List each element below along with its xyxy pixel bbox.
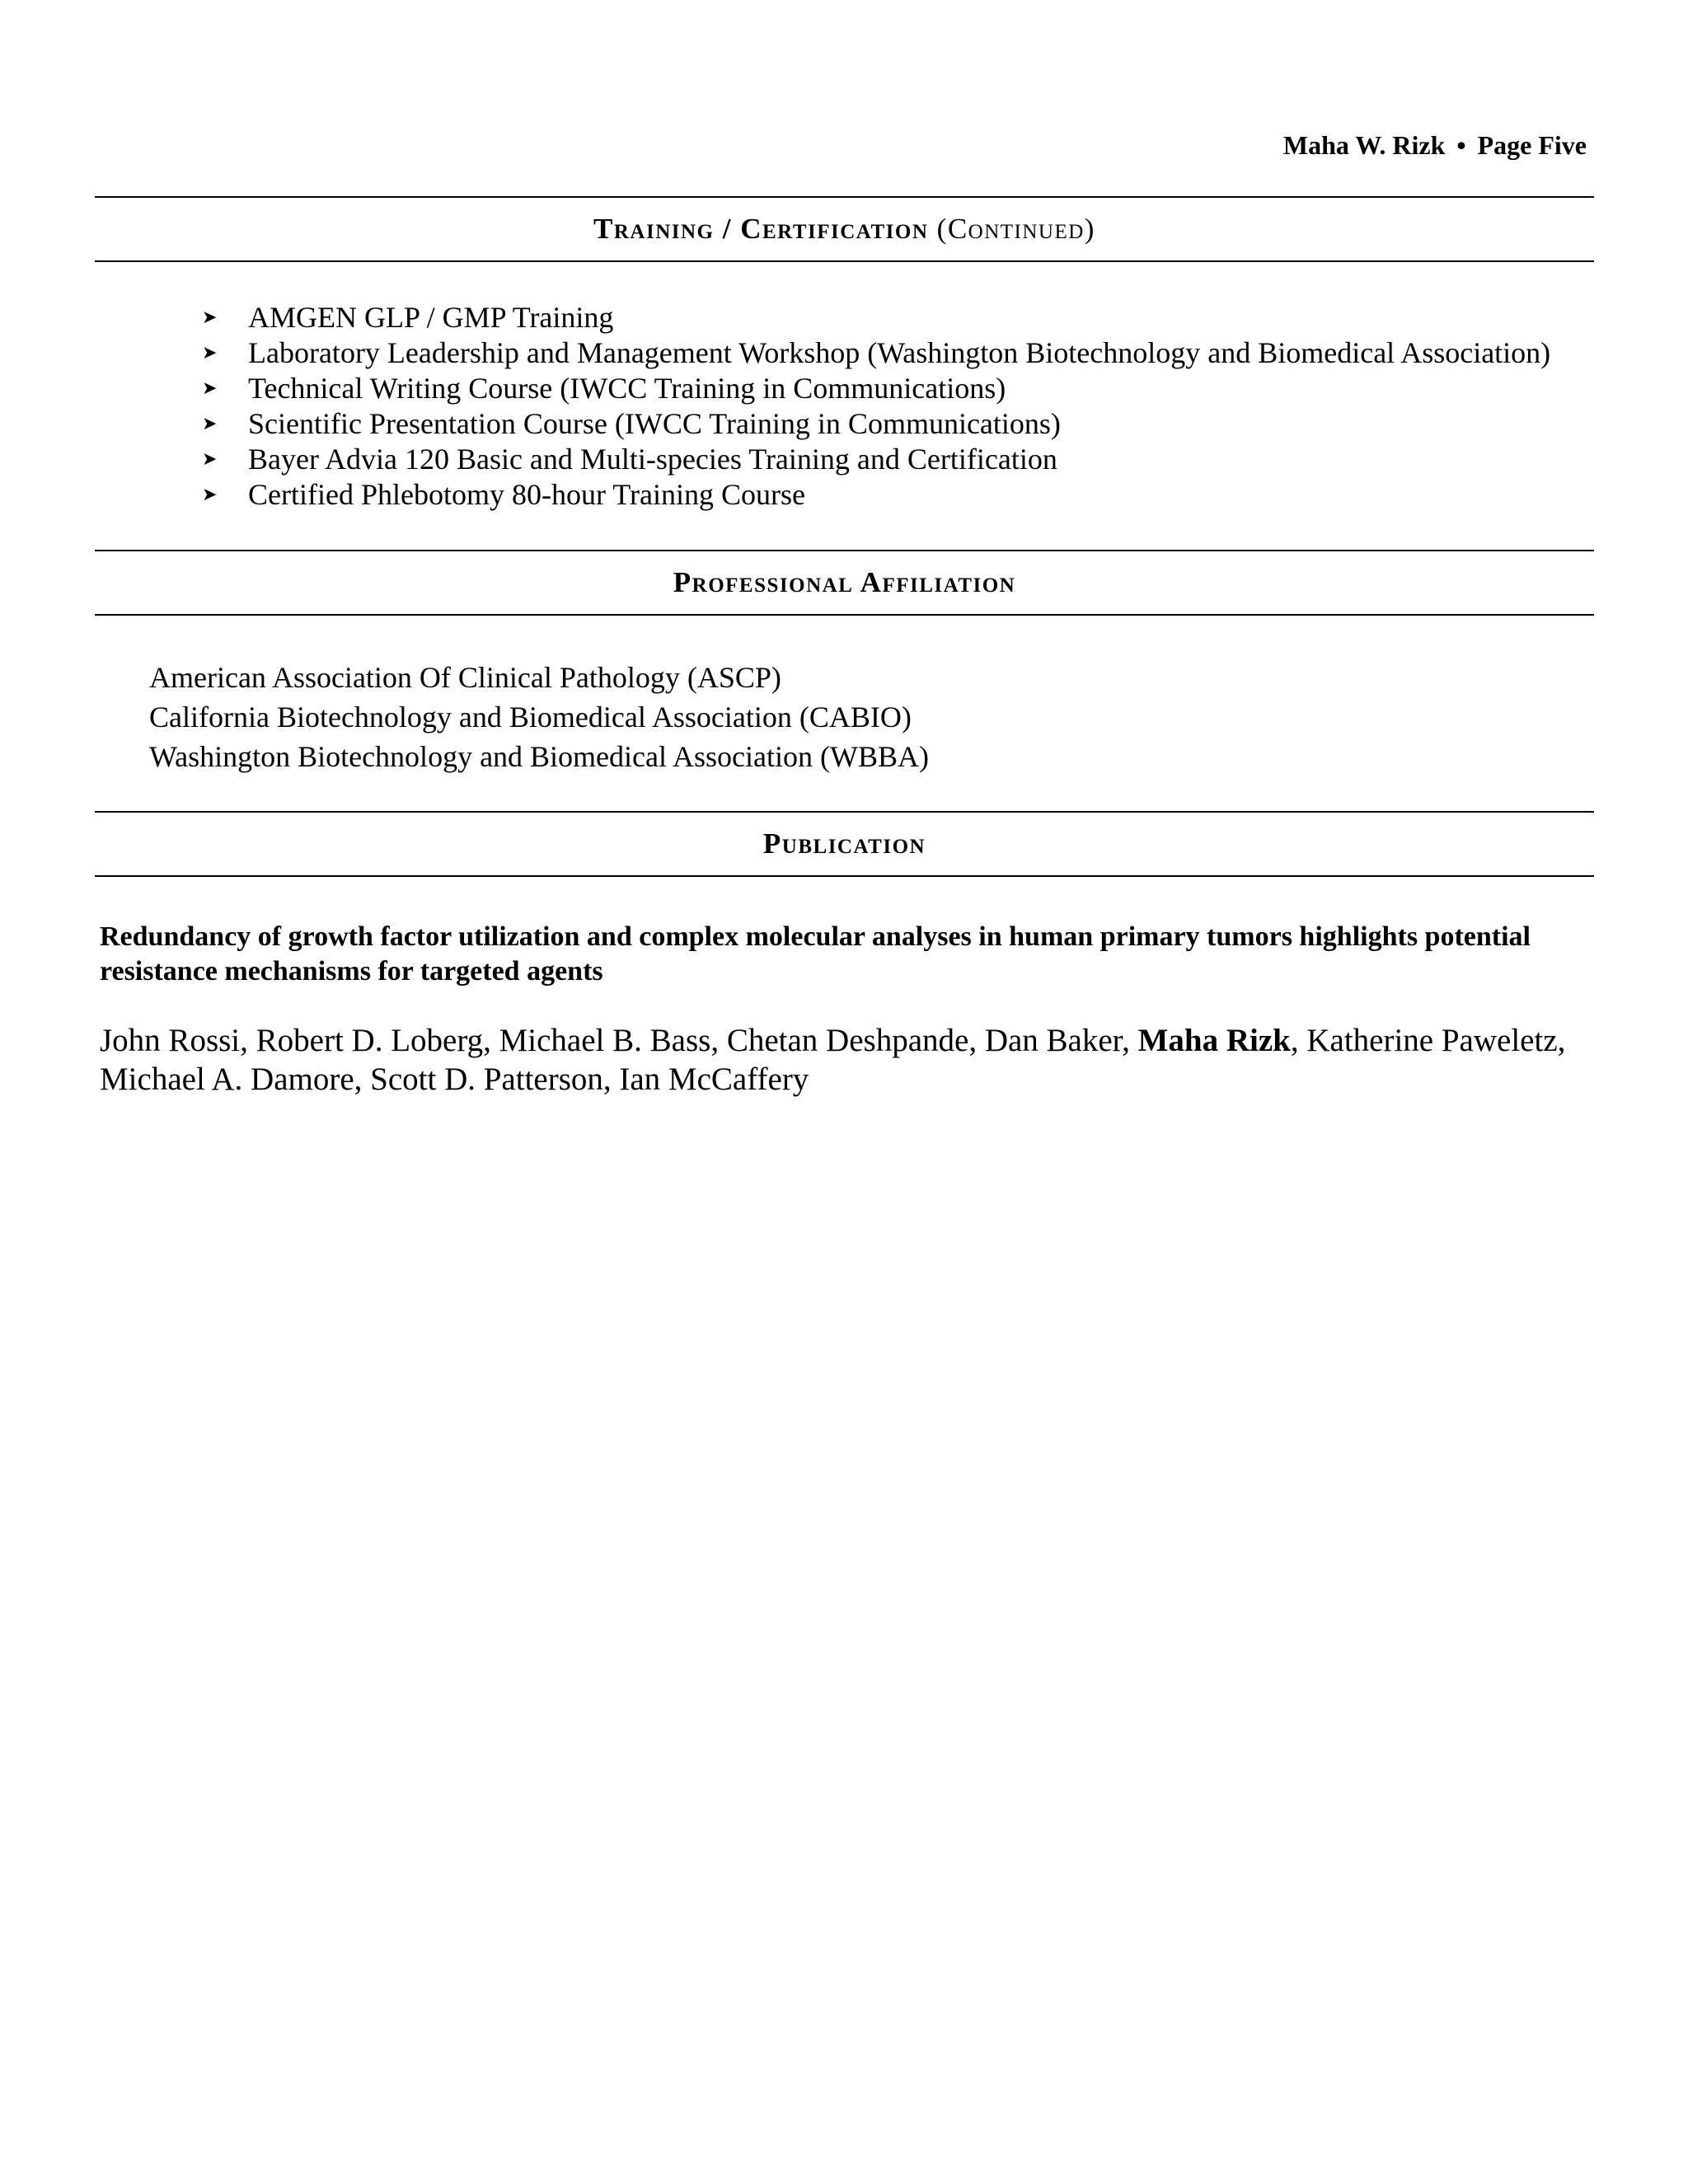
training-section-heading	[95, 196, 1594, 262]
list-item	[202, 442, 1550, 477]
list-item	[202, 300, 1550, 335]
arrowhead-right-icon: ➤	[202, 378, 218, 399]
list-item	[202, 477, 1550, 513]
training-item-text: Certified Phlebotomy 80-hour Training Course	[248, 478, 805, 511]
affiliation-heading-text: Professional Affiliation	[673, 566, 1016, 598]
affiliation-list	[149, 658, 929, 776]
authors-before: John Rossi, Robert D. Loberg, Michael B. Bass, Chetan Deshpande, Dan Baker,	[100, 1023, 1138, 1058]
affiliation-section-heading	[95, 550, 1594, 616]
publication-authors	[100, 1021, 1583, 1099]
arrowhead-right-icon: ➤	[202, 343, 218, 363]
header-page-label: Page Five	[1477, 130, 1587, 160]
list-item	[202, 335, 1550, 371]
header-name: Maha W. Rizk	[1282, 130, 1446, 160]
list-item	[202, 406, 1550, 442]
arrowhead-right-icon: ➤	[202, 414, 218, 434]
training-item-text: AMGEN GLP / GMP Training	[248, 301, 614, 334]
list-item: California Biotechnology and Biomedical Association (CABIO)	[149, 701, 912, 733]
training-heading-suffix: (Continued)	[936, 213, 1095, 245]
authors-highlight: Maha Rizk	[1137, 1023, 1291, 1058]
publication-section-heading	[95, 811, 1594, 877]
header-separator: •	[1456, 130, 1466, 160]
arrowhead-right-icon: ➤	[202, 485, 218, 505]
training-item-text: Laboratory Leadership and Management Workshop (Washington Biotechnology and Biomedical Association)	[248, 336, 1551, 369]
authors-after: , Katherine Paweletz, Michael A. Damore, Scott D. Patterson, Ian McCaffery	[100, 1023, 1566, 1097]
training-heading-text: Training / Certification	[593, 213, 929, 245]
list-item: American Association Of Clinical Pathology (ASCP)	[149, 661, 781, 694]
training-item-text: Bayer Advia 120 Basic and Multi-species Training and Certification	[248, 443, 1057, 476]
arrowhead-right-icon: ➤	[202, 449, 218, 470]
publication-heading-text: Publication	[762, 827, 926, 860]
training-list	[202, 300, 1550, 513]
publication-title: Redundancy of growth factor utilization and complex molecular analyses in human primary tumors highlights potential resistance mechanisms for targeted agents	[100, 921, 1531, 987]
arrowhead-right-icon: ➤	[202, 307, 218, 328]
page-header	[1283, 130, 1587, 161]
list-item: Washington Biotechnology and Biomedical Association (WBBA)	[149, 740, 929, 773]
training-item-text: Scientific Presentation Course (IWCC Training in Communications)	[248, 407, 1061, 440]
list-item	[202, 371, 1550, 406]
training-item-text: Technical Writing Course (IWCC Training in Communications)	[248, 372, 1006, 405]
